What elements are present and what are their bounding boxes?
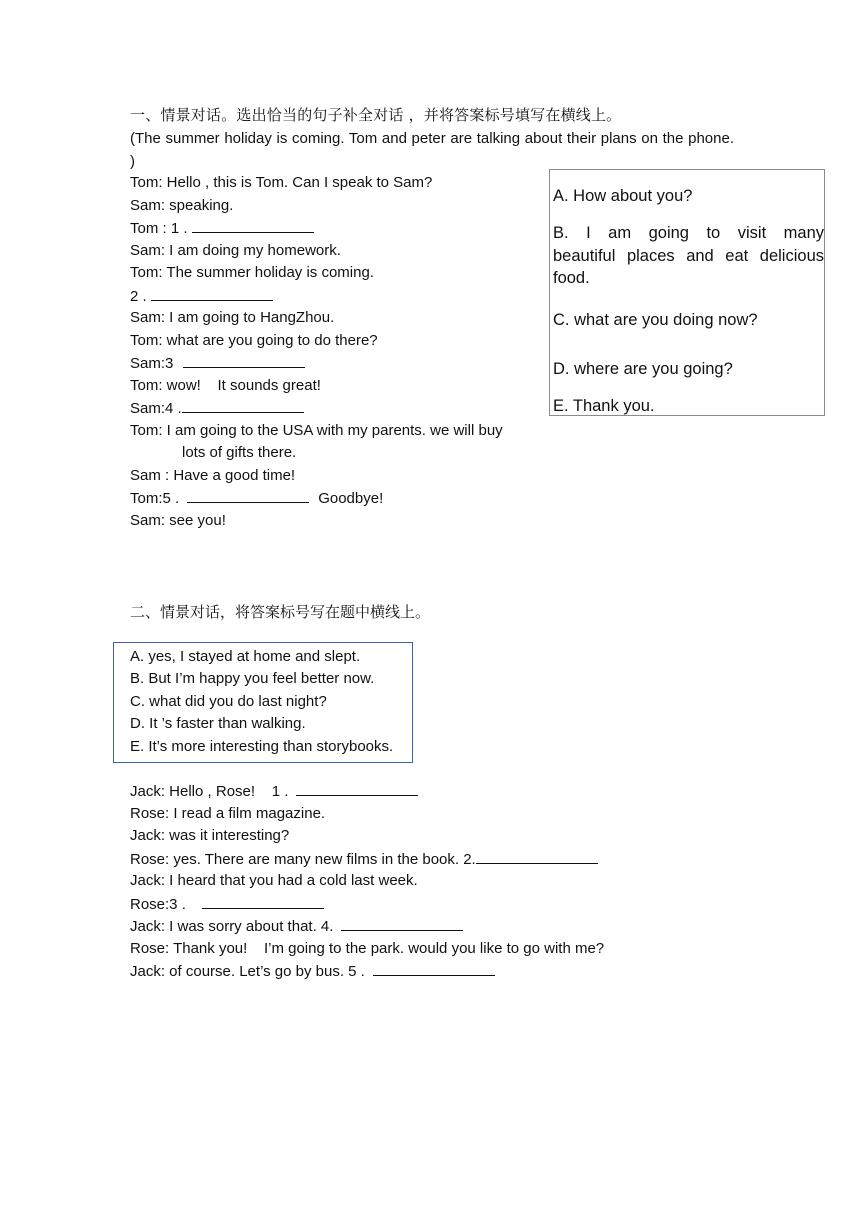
answer-blank[interactable]: [151, 286, 273, 301]
dialogue-line: Sam: see you!: [130, 512, 226, 529]
answer-blank[interactable]: [192, 218, 314, 233]
dialogue-text: Jack: I was sorry about that. 4.: [130, 918, 334, 935]
dialogue-line: lots of gifts there.: [182, 444, 297, 461]
dialogue-line-blank: [130, 894, 324, 915]
dialogue-line-blank: [130, 781, 418, 802]
section-2-title: 二、情景对话，将答案标号写在题中横线上。: [130, 603, 431, 621]
option-item: C. what are you doing now?: [553, 311, 758, 329]
dialogue-line: Tom: what are you going to do there?: [130, 332, 378, 349]
dialogue-line: Tom: wow! It sounds great!: [130, 377, 321, 394]
dialogue-text: Sam:3: [130, 355, 174, 372]
answer-blank[interactable]: [187, 488, 309, 503]
answer-blank[interactable]: [296, 781, 418, 796]
option-item: A. How about you?: [553, 187, 693, 205]
dialogue-line-blank: [130, 916, 463, 937]
dialogue-line-blank: [130, 353, 305, 374]
dialogue-line-blank: [130, 398, 304, 419]
dialogue-line: Sam : Have a good time!: [130, 467, 296, 484]
answer-blank[interactable]: [202, 894, 324, 909]
dialogue-line: Jack: I heard that you had a cold last week.: [130, 872, 418, 889]
dialogue-text: Tom:5 .: [130, 490, 180, 507]
answer-blank[interactable]: [182, 398, 304, 413]
dialogue-line: Sam: I am doing my homework.: [130, 242, 341, 259]
dialogue-line: Sam: I am going to HangZhou.: [130, 309, 335, 326]
dialogue-text: Sam:4 .: [130, 400, 182, 417]
dialogue-line: Tom: The summer holiday is coming.: [130, 264, 374, 281]
dialogue-text: Rose: yes. There are many new films in the book. 2.: [130, 851, 476, 868]
option-item: B. I am going to visit many beautiful places and eat delicious food.: [553, 224, 824, 287]
dialogue-line: Rose: Thank you! I’m going to the park. would you like to go with me?: [130, 940, 605, 957]
dialogue-text: Goodbye!: [318, 490, 384, 507]
dialogue-line-blank: [130, 218, 314, 239]
option-item: E. Thank you.: [553, 397, 655, 415]
answer-blank[interactable]: [476, 849, 598, 864]
answer-blank[interactable]: [183, 353, 305, 368]
dialogue-line: Sam: speaking.: [130, 197, 234, 214]
answer-blank[interactable]: [341, 916, 463, 931]
option-item: A. yes, I stayed at home and slept.: [130, 648, 361, 665]
dialogue-line: Rose: I read a film magazine.: [130, 805, 326, 822]
options-box-1: [549, 169, 825, 416]
option-item: B. But I’m happy you feel better now.: [130, 670, 375, 687]
dialogue-line: Tom: I am going to the USA with my parents. we will buy: [130, 422, 503, 439]
option-item: D. where are you going?: [553, 360, 733, 378]
answer-blank[interactable]: [373, 961, 495, 976]
dialogue-text: 2 .: [130, 288, 147, 305]
section-1-intro: (The summer holiday is coming. Tom and peter are talking about their plans on the phone. ): [130, 130, 734, 170]
dialogue-line: Tom: Hello , this is Tom. Can I speak to Sam?: [130, 174, 433, 191]
dialogue-text: Tom : 1 .: [130, 220, 188, 237]
dialogue-line-blank: [130, 849, 598, 870]
dialogue-text: Jack: of course. Let’s go by bus. 5 .: [130, 963, 365, 980]
section-1-title: 一、情景对话。选出恰当的句子补全对话 ，并将答案标号填写在横线上。: [130, 106, 622, 124]
option-item: E. It’s more interesting than storybooks.: [130, 738, 394, 755]
dialogue-line-blank: [130, 286, 273, 307]
option-item: C. what did you do last night?: [130, 693, 327, 710]
dialogue-text: Rose:3 .: [130, 896, 186, 913]
dialogue-line: Jack: was it interesting?: [130, 827, 290, 844]
dialogue-line-blank: [130, 488, 383, 509]
option-item: D. It ’s faster than walking.: [130, 715, 306, 732]
dialogue-text: Jack: Hello , Rose! 1 .: [130, 783, 289, 800]
options-box-2: [113, 642, 413, 763]
dialogue-line-blank: [130, 961, 495, 982]
